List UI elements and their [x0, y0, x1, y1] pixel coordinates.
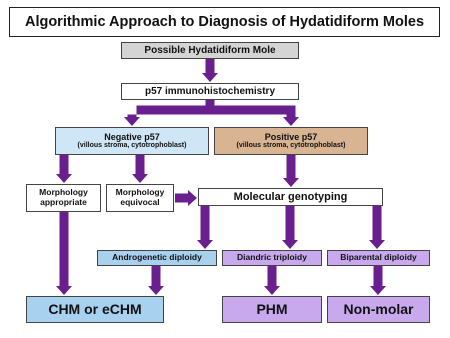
negative-p57-sublabel: (villous stroma, cytotrophoblast)	[77, 142, 187, 150]
node-molecular-genotyping: Molecular genotyping	[198, 188, 383, 206]
morphology-equivocal-line1: Morphology	[115, 187, 165, 198]
arrow-diandric-to-phm	[264, 266, 280, 295]
positive-p57-sublabel: (villous stroma, cytotrophoblast)	[236, 142, 346, 150]
node-androgenetic-diploidy: Androgenetic diploidy	[97, 250, 217, 266]
positive-p57-label: Positive p57	[264, 131, 318, 142]
arrow-equivocal-to-molecular	[175, 190, 197, 206]
arrow-positive-to-molecular	[283, 155, 299, 187]
node-diandric-triploidy: Diandric triploidy	[222, 250, 322, 266]
arrow-negative-to-morph-appropriate	[56, 155, 72, 183]
arrow-morph-to-chm	[56, 212, 72, 295]
morphology-equivocal-line2: equivocal	[120, 197, 160, 207]
arrow-molecular-to-androgenetic	[197, 206, 213, 249]
node-non-molar: Non-molar	[327, 296, 430, 323]
node-biparental-diploidy: Biparental diploidy	[327, 250, 430, 266]
negative-p57-label: Negative p57	[104, 131, 160, 142]
node-possible-mole: Possible Hydatidiform Mole	[121, 42, 299, 59]
arrow-p57-to-positive	[206, 100, 300, 126]
arrow-molecular-to-biparental	[369, 206, 385, 249]
arrow-p57-to-negative	[124, 100, 215, 126]
arrow-androgenetic-to-chm	[148, 266, 164, 295]
node-chm-echm: CHM or eCHM	[26, 296, 164, 323]
node-p57-ihc: p57 immunohistochemistry	[121, 83, 299, 100]
diagram-title: Algorithmic Approach to Diagnosis of Hydatidiform Moles	[9, 7, 440, 37]
morphology-appropriate-line1: Morphology	[39, 187, 88, 198]
arrow-negative-to-morph-equivocal	[132, 155, 148, 183]
morphology-appropriate-line2: appropriate	[40, 197, 87, 207]
arrow-molecular-to-diandric	[282, 206, 298, 249]
arrow-biparental-to-nonmolar	[370, 266, 386, 295]
node-phm: PHM	[222, 296, 322, 323]
arrow-possible-to-p57	[202, 59, 218, 82]
